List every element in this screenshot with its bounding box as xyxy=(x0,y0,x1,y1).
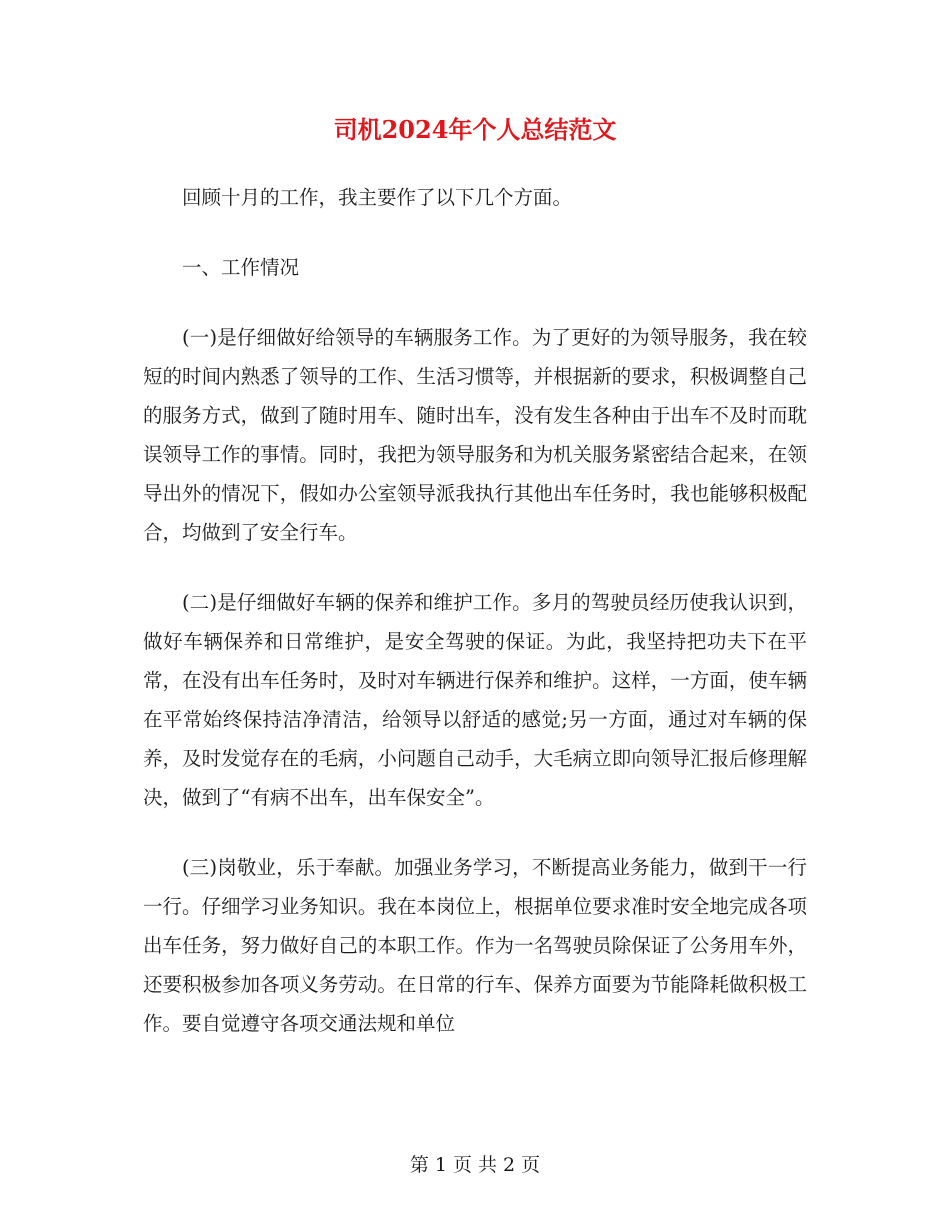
page-footer: 第 1 页 共 2 页 xyxy=(409,1154,541,1176)
paragraph-item-3: (三)岗敬业，乐于奉献。加强业务学习，不断提高业务能力，做到干一行一行。仔细学习业务知识。我在本岗位上，根据单位要求准时安全地完成各项出车任务，努力做好自己的本职工作。作为一名驾驶员除保证了公务用车外，还要积极参加各项义务劳动。在日常的行车、保养方面要为节能降耗做积极工作。要自觉遵守各项交通法规和单位 xyxy=(143,856,807,1035)
paragraph-item-2: (二)是仔细做好车辆的保养和维护工作。多月的驾驶员经历使我认识到，做好车辆保养和日常维护，是安全驾驶的保证。为此，我坚持把功夫下在平常，在没有出车任务时，及时对车辆进行保养和维护。这样，一方面，使车辆在平常始终保持洁净清洁，给领导以舒适的感觉;另一方面，通过对车辆的保养，及时发觉存在的毛病，小问题自己动手，大毛病立即向领导汇报后修理解决，做到了“有病不出车，出车保安全”。 xyxy=(143,591,807,809)
document-title: 司机2024年个人总结范文 xyxy=(333,115,617,144)
paragraph-intro: 回顾十月的工作，我主要作了以下几个方面。 xyxy=(182,186,573,209)
paragraph-item-1: (一)是仔细做好给领导的车辆服务工作。为了更好的为领导服务，我在较短的时间内熟悉了领导的工作、生活习惯等，并根据新的要求，积极调整自己的服务方式，做到了随时用车、随时出车，没有发生各种由于出车不及时而耽误领导工作的事情。同时，我把为领导服务和为机关服务紧密结合起来，在领导出外的情况下，假如办公室领导派我执行其他出车任务时，我也能够积极配合，均做到了安全行车。 xyxy=(143,326,807,544)
document-body xyxy=(143,178,807,1074)
section-heading: 一、工作情况 xyxy=(182,256,300,279)
